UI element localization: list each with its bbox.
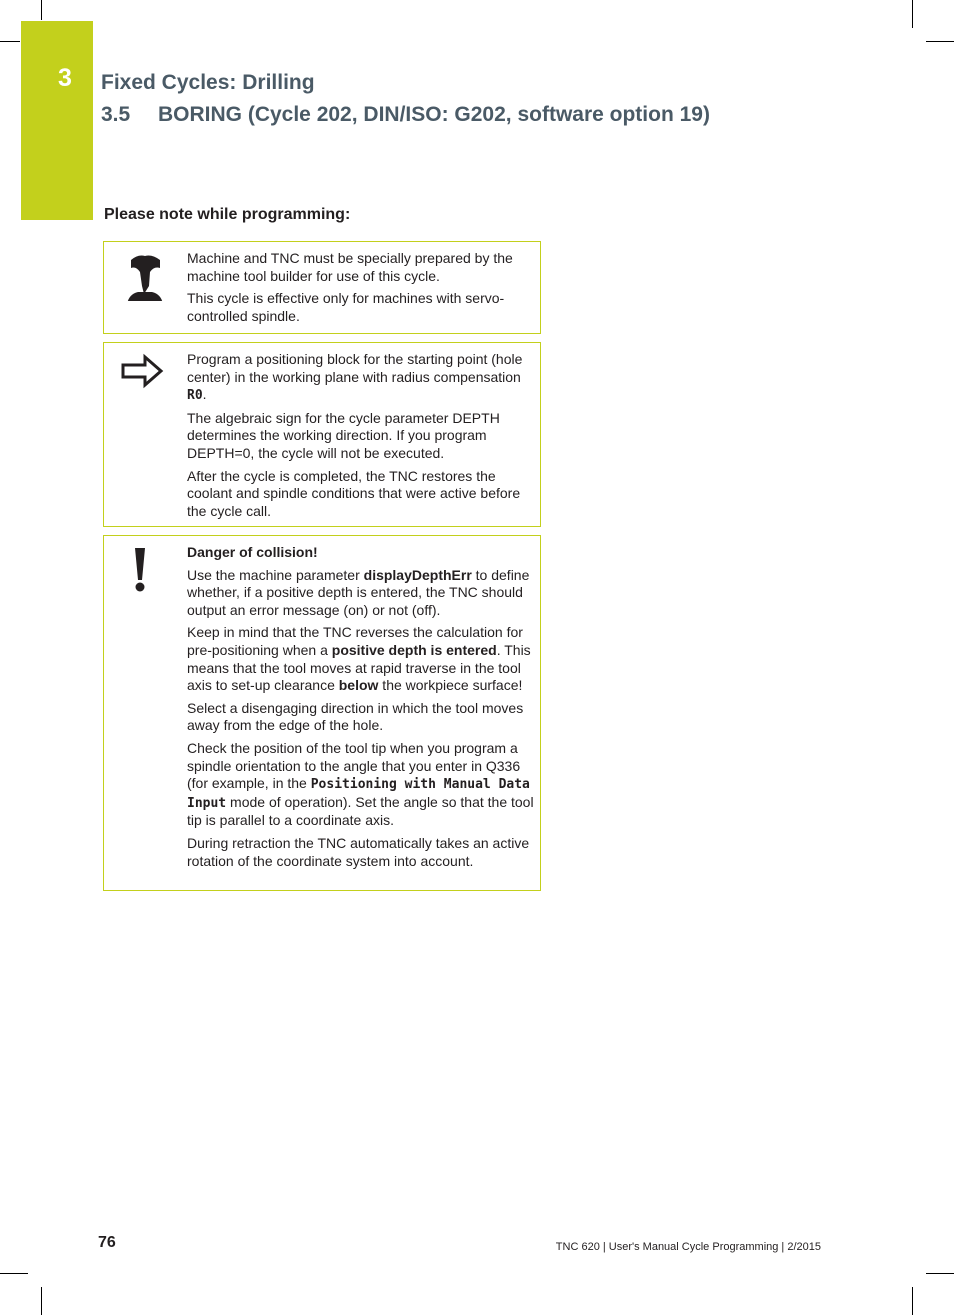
exclamation-icon — [132, 544, 148, 599]
arrow-right-icon — [118, 353, 168, 394]
danger-paragraph: Use the machine parameter displayDepthErr to define whether, if a positive depth is entered, the TNC should output an error message (on) or not (off). — [187, 566, 530, 618]
page-number: 76 — [98, 1234, 116, 1251]
note-heading: Please note while programming: — [104, 206, 351, 223]
danger-paragraph: During retraction the TNC automatically takes an active rotation of the coordinate system into account. — [187, 834, 530, 869]
crop-mark — [0, 1273, 28, 1274]
crop-mark — [926, 1273, 954, 1274]
programming-note-box — [103, 342, 541, 527]
machine-note-content — [187, 250, 537, 330]
crop-mark — [912, 0, 913, 28]
section-title: BORING (Cycle 202, DIN/ISO: G202, software option 19) — [158, 103, 710, 126]
crop-mark — [912, 1287, 913, 1315]
programming-note-paragraph: After the cycle is completed, the TNC restores the coolant and spindle conditions that were active before the cycle call. — [187, 467, 521, 519]
code-r0: R0 — [187, 388, 203, 404]
danger-paragraph: Select a disengaging direction in which the tool moves away from the edge of the hole. — [187, 699, 524, 734]
machine-tool-icon — [118, 252, 168, 313]
machine-note-box — [103, 241, 541, 334]
machine-note-paragraph: Machine and TNC must be specially prepared by the machine tool builder for use of this cycle. — [187, 250, 513, 284]
crop-mark — [0, 41, 20, 42]
footer-text: TNC 620 | User's Manual Cycle Programming | 2/2015 — [555, 1241, 821, 1253]
section-number: 3.5 — [101, 103, 131, 126]
danger-box — [103, 535, 541, 891]
chapter-tab — [21, 21, 93, 220]
crop-mark — [41, 1287, 42, 1315]
programming-note-content — [187, 351, 537, 525]
chapter-title: Fixed Cycles: Drilling — [101, 71, 315, 94]
danger-paragraph: Check the position of the tool tip when you program a spindle orientation to the angle that you enter in Q336 (for example, in the Positioning with Manual Data Input mode of operation). Set the angle so that the tool tip is parallel to a coordinate axis. — [187, 739, 534, 829]
danger-content — [187, 544, 537, 875]
machine-note-paragraph: This cycle is effective only for machines with servo-controlled spindle. — [187, 290, 505, 324]
danger-title: Danger of collision! — [187, 544, 318, 560]
chapter-number: 3 — [58, 64, 72, 92]
danger-paragraph: Keep in mind that the TNC reverses the calculation for pre-positioning when a positive depth is entered. This means that the tool moves at rapid traverse in the tool axis to set-up clearance below the workpiece surface! — [187, 624, 531, 694]
programming-note-paragraph: The algebraic sign for the cycle parameter DEPTH determines the working direction. If you program DEPTH=0, the cycle will not be executed. — [187, 409, 500, 461]
crop-mark — [41, 0, 42, 20]
programming-note-paragraph: Program a positioning block for the starting point (hole center) in the working plane with radius compensation R0. — [187, 351, 523, 404]
crop-mark — [926, 41, 954, 42]
